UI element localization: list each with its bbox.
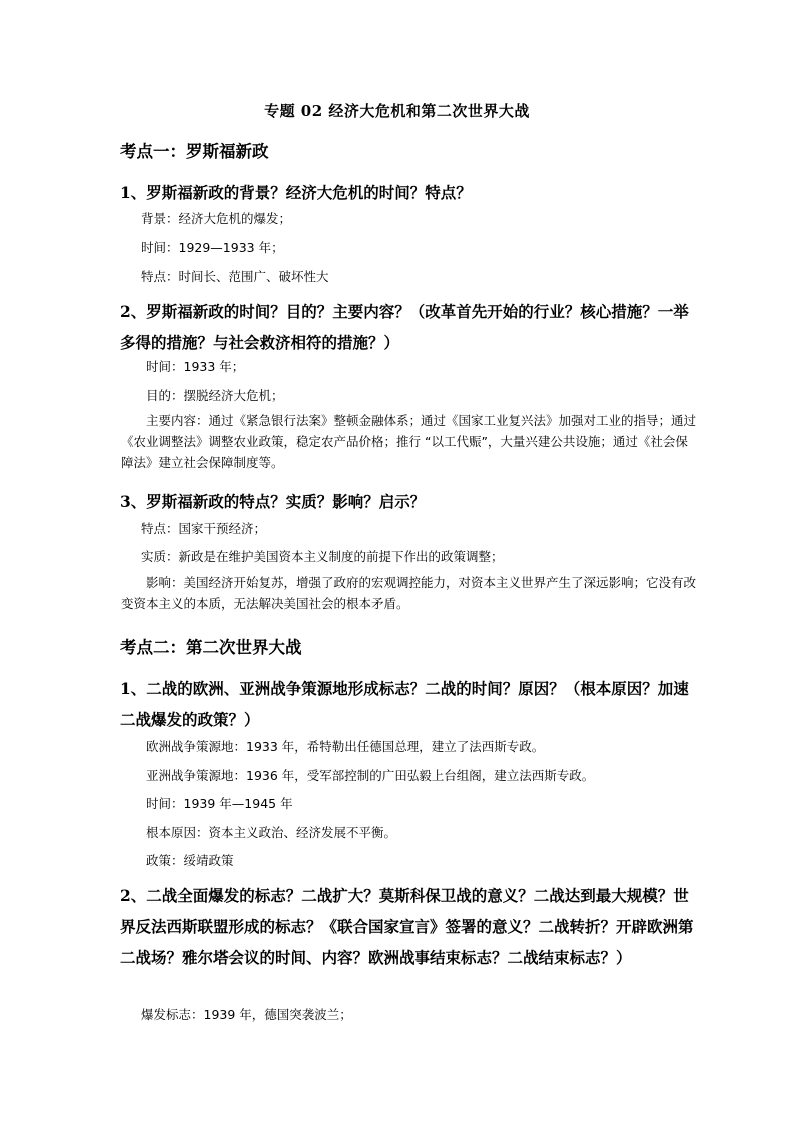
question-2-1: 1、二战的欧洲、亚洲战争策源地形成标志？二战的时间？原因？（根本原因？加速二战爆发的政策？） — [120, 679, 689, 729]
answer-main-content: 主要内容：通过《紧急银行法案》整顿金融体系；通过《国家工业复兴法》加强对工业的指导；通过《农业调整法》调整农业政策，稳定农产品价格；推行 “以工代赈”，大量兴建公共设施；通过《社会保障法》建立社会保障制度等。 — [121, 413, 697, 470]
section-heading-2: 考点二：第二次世界大战 — [120, 638, 302, 657]
answer-background: 背景：经济大危机的爆发； — [141, 211, 292, 226]
answer-europe-source: 欧洲战争策源地：1933 年，希特勒出任德国总理，建立了法西斯专政。 — [146, 739, 545, 754]
answer-war-time: 时间：1939 年—1945 年 — [146, 796, 293, 811]
question-1-3: 3、罗斯福新政的特点？实质？影响？启示？ — [120, 492, 426, 511]
answer-root-cause: 根本原因：资本主义政治、经济发展不平衡。 — [146, 825, 397, 840]
answer-policy: 政策：绥靖政策 — [146, 853, 234, 868]
answer-time: 时间：1929—1933 年； — [141, 240, 284, 255]
answer-purpose: 目的：摆脱经济大危机； — [146, 388, 284, 403]
answer-essence: 实质：新政是在维护美国资本主义制度的前提下作出的政策调整； — [141, 549, 504, 564]
answer-features: 特点：时间长、范围广、破坏性大 — [141, 269, 329, 284]
page-title: 专题 02 经济大危机和第二次世界大战 — [264, 102, 530, 120]
question-1-2: 2、罗斯福新政的时间？目的？主要内容？（改革首先开始的行业？核心措施？一举多得的措施？与社会救济相符的措施？） — [120, 302, 689, 352]
answer-outbreak-sign: 爆发标志：1939 年，德国突袭波兰； — [141, 1007, 352, 1022]
answer-impact: 影响：美国经济开始复苏，增强了政府的宏观调控能力，对资本主义世界产生了深远影响；它没有改变资本主义的本质，无法解决美国社会的根本矛盾。 — [121, 575, 697, 611]
answer-asia-source: 亚洲战争策源地：1936 年，受军部控制的广田弘毅上台组阁，建立法西斯专政。 — [146, 768, 595, 783]
answer-time-1933: 时间：1933 年； — [146, 359, 245, 374]
answer-characteristics: 特点：国家干预经济； — [141, 521, 267, 536]
question-2-2: 2、二战全面爆发的标志？二战扩大？莫斯科保卫战的意义？二战达到最大规模？世界反法西斯联盟形成的标志？《联合国家宣言》签署的意义？二战转折？开辟欧洲第二战场？雅尔塔会议的时间、内容？欧洲战事结束标志？二战结束标志？） — [120, 886, 694, 967]
section-heading-1: 考点一：罗斯福新政 — [120, 142, 269, 161]
question-1-1: 1、罗斯福新政的背景？经济大危机的时间？特点？ — [120, 183, 472, 202]
